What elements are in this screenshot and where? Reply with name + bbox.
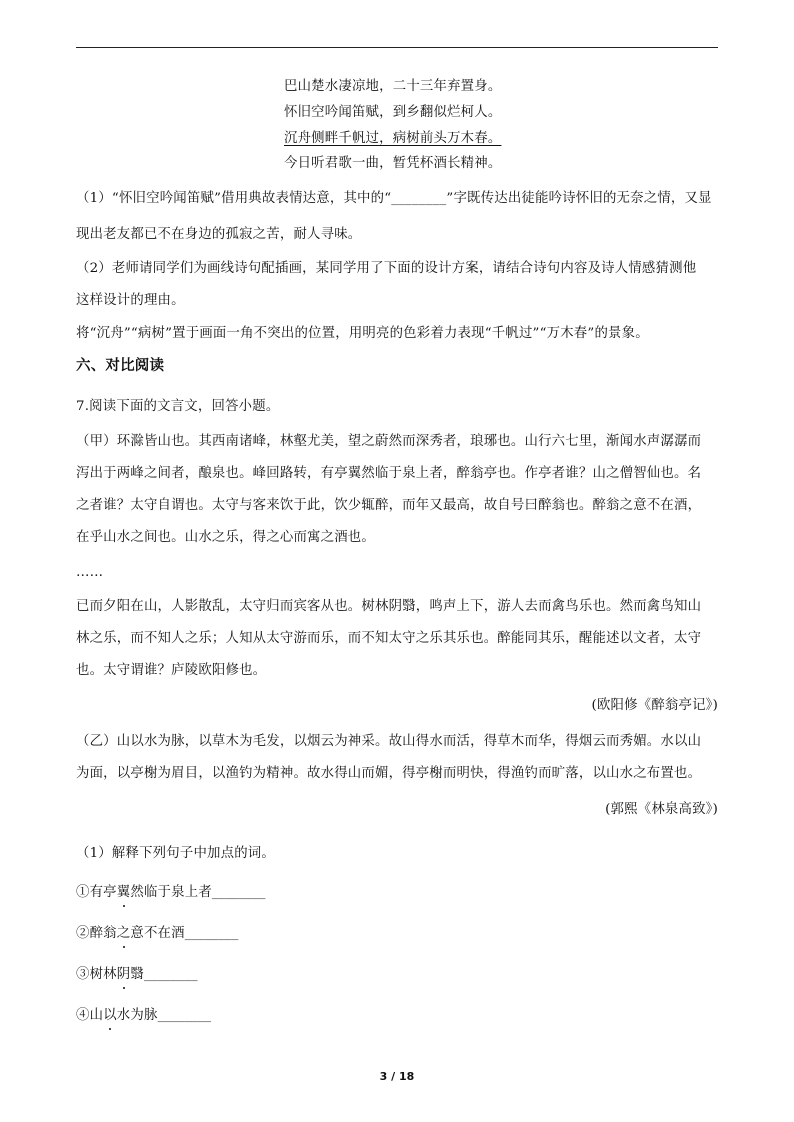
word-item-2: [76, 925, 238, 943]
dotted-word: 阴: [116, 967, 131, 982]
word-item-4: [76, 1007, 211, 1025]
passage-yi-line-2: 为面，以亭榭为眉目，以渔钓为精神。故水得山而媚，得亭榭而明快，得渔钓而旷落，以山水之布置也。: [76, 766, 702, 781]
passage-jia-line-1: （甲）环滁皆山也。其西南诸峰，林壑尤美，望之蔚然而深秀者，琅琊也。山行六七里，渐闻水声潺潺而: [76, 434, 702, 449]
source-citation-1: (欧阳修《醉翁亭记》): [591, 698, 718, 713]
passage-jia-line-2: 泻出于两峰之间者，酿泉也。峰回路转，有亭翼然临于泉上者，醉翁亭也。作亭者谁？山之僧智仙也。名: [76, 466, 702, 481]
word-item-pre: ③树林: [76, 967, 117, 982]
answer-blank: ________: [157, 1008, 212, 1023]
page-number: 3 / 18: [379, 1070, 415, 1083]
word-item-post: 水为脉: [116, 1008, 158, 1023]
passage-jia2-line-3: 也。太守谓谁？庐陵欧阳修也。: [76, 663, 267, 678]
word-item-3: [76, 966, 198, 984]
word-item-pre: ①有亭: [76, 885, 117, 900]
question-2-line-2: 这样设计的理由。: [76, 293, 185, 308]
passage-jia-line-4: 在乎山水之间也。山水之乐，得之心而寓之酒也。: [76, 530, 375, 545]
sub-question-1-prompt: （1）解释下列句子中加点的词。: [76, 846, 275, 861]
poem-line-2: 怀旧空吟闻笛赋，到乡翻似烂柯人。: [284, 105, 502, 120]
question-7-prompt: 7.阅读下面的文言文，回答小题。: [76, 399, 280, 414]
dotted-word: 翼: [116, 885, 131, 900]
dotted-word: 以: [103, 1008, 117, 1023]
passage-jia2-line-2: 林之乐，而不知人之乐；人知从太守游而乐，而不知太守之乐其乐也。醉能同其乐，醒能述以文者，太守: [76, 631, 702, 646]
passage-jia-line-3: 之者谁？太守自谓也。太守与客来饮于此，饮少辄醉，而年又最高，故自号曰醉翁也。醉翁之意不在酒，: [76, 498, 702, 513]
word-item-post: 翳: [130, 967, 144, 982]
poem-line-1: 巴山楚水凄凉地，二十三年弃置身。: [284, 79, 502, 94]
header-rule: [76, 47, 718, 48]
word-item-post: 然临于泉上者: [130, 885, 212, 900]
word-item-pre: ②醉翁: [76, 926, 117, 941]
dotted-word: 之: [116, 926, 131, 941]
question-2-line-3: 将“沉舟”“病树”置于画面一角不突出的位置，用明亮的色彩着力表现“千帆过”“万木春”的景象。: [76, 326, 649, 341]
word-item-post: 意不在酒: [130, 926, 185, 941]
question-1-line-2: 现出老友都已不在身边的孤寂之苦，耐人寻味。: [76, 227, 362, 242]
poem-line-3-underlined: 沉舟侧畔千帆过，病树前头万木春。: [284, 131, 502, 146]
answer-blank: ________: [211, 885, 266, 900]
passage-yi-line-1: （乙）山以水为脉，以草木为毛发，以烟云为神采。故山得水而活，得草木而华，得烟云而秀媚。水以山: [76, 734, 702, 749]
question-1-line-1: （1）“怀旧空吟闻笛赋”借用典故表情达意，其中的“________”字既传达出徒能吟诗怀旧的无奈之情，又显: [76, 191, 712, 206]
poem-line-4: 今日听君歌一曲，暂凭杯酒长精神。: [284, 156, 502, 171]
question-2-line-1: （2）老师请同学们为画线诗句配插画，某同学用了下面的设计方案，请结合诗句内容及诗人情感猜测他: [76, 261, 697, 276]
section-title: 六、对比阅读: [76, 358, 165, 374]
source-citation-2: (郭熙《林泉高致》): [605, 802, 718, 817]
ellipsis: ……: [76, 565, 104, 580]
passage-jia2-line-1: 已而夕阳在山，人影散乱，太守归而宾客从也。树林阴翳，鸣声上下，游人去而禽鸟乐也。然而禽鸟知山: [76, 599, 702, 614]
word-item-1: [76, 884, 265, 902]
word-item-pre: ④山: [76, 1008, 104, 1023]
answer-blank: ________: [184, 926, 239, 941]
answer-blank: ________: [143, 967, 198, 982]
